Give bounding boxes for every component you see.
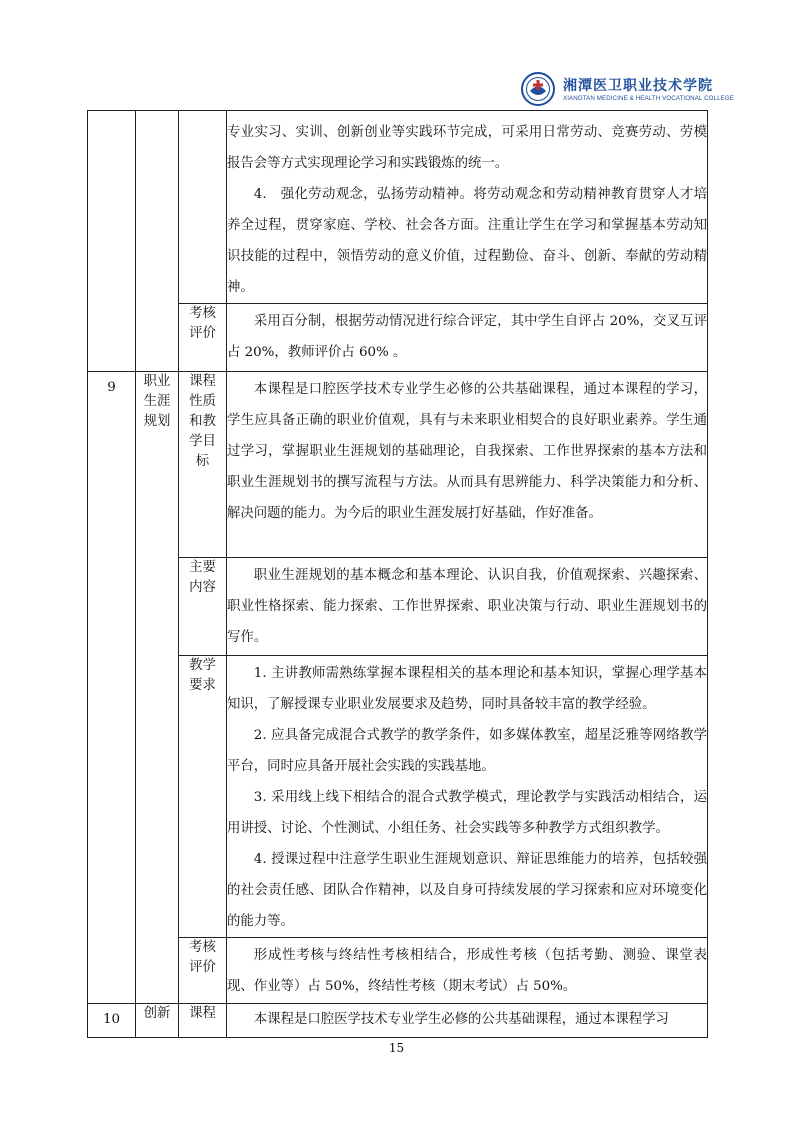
paragraph: 4. 强化劳动观念，弘扬劳动精神。将劳动观念和劳动精神教育贯穿人才培养全过程，贯穿家庭、学校、社会各方面。注重让学生在学习和掌握基本劳动知识技能的过程中，领悟劳动的意义价值，过程勤俭、奋斗、创新、奉献的劳动精神。 bbox=[227, 187, 707, 295]
section-label-cell bbox=[179, 372, 227, 558]
label-line: 学目 bbox=[189, 434, 216, 449]
section-content-cell bbox=[227, 1004, 708, 1038]
label-line: 教学 bbox=[189, 658, 216, 673]
school-logo bbox=[521, 72, 735, 108]
paragraph: 采用百分制，根据劳动情况进行综合评定，其中学生自评占 20%，交叉互评占 20%，教师评价占 60% 。 bbox=[227, 314, 707, 360]
section-content-cell bbox=[227, 304, 708, 372]
course-name-line: 创新 bbox=[143, 1006, 171, 1021]
label-line: 评价 bbox=[189, 960, 216, 975]
course-name-cell bbox=[136, 372, 179, 1004]
paragraph: 本课程是口腔医学技术专业学生必修的公共基础课程，通过本课程学习 bbox=[253, 1012, 669, 1027]
table-row bbox=[88, 1004, 708, 1038]
label-line: 要求 bbox=[189, 678, 216, 693]
label-line: 和教 bbox=[189, 414, 216, 429]
section-label-cell bbox=[179, 938, 227, 1004]
paragraph: 本课程是口腔医学技术专业学生必修的公共基础课程，通过本课程的学习，学生应具备正确的职业价值观，具有与未来职业相契合的良好职业素养。学生通过学习，掌握职业生涯规划的基础理论，自我探索、工作世界探索的基本方法和职业生涯规划书的撰写流程与方法。从而具有思辨能力、科学决策能力和分析、解决问题的能力。为今后的职业生涯发展打好基础，作好准备。 bbox=[227, 382, 707, 521]
table-row bbox=[88, 111, 708, 304]
course-name-cell bbox=[136, 1004, 179, 1038]
section-content-cell bbox=[227, 372, 708, 558]
section-content-cell bbox=[227, 558, 708, 656]
section-label-cell bbox=[179, 1004, 227, 1038]
paragraph: 形成性考核与终结性考核相结合，形成性考核（包括考勤、测验、课堂表现、作业等）占 50%，终结性考核（期末考试）占 50%。 bbox=[227, 948, 707, 994]
table-row bbox=[88, 656, 708, 938]
label-line: 考核 bbox=[189, 940, 216, 955]
label-line: 内容 bbox=[189, 580, 216, 595]
row-number-cell: 9 bbox=[88, 372, 136, 1004]
row-number-cell bbox=[88, 111, 136, 372]
section-content-cell bbox=[227, 938, 708, 1004]
label-line: 性质 bbox=[189, 394, 216, 409]
school-name-en: XIANGTAN MEDICINE & HEALTH VOCATIONAL COLLEGE bbox=[563, 95, 735, 102]
section-content-cell bbox=[227, 656, 708, 938]
table-row bbox=[88, 372, 708, 558]
label-line: 考核 bbox=[189, 306, 216, 321]
course-name-line: 职业 bbox=[143, 374, 171, 389]
table-row bbox=[88, 938, 708, 1004]
section-label-cell bbox=[179, 656, 227, 938]
section-label-cell bbox=[179, 558, 227, 656]
label-line: 课程 bbox=[189, 374, 216, 389]
label-line: 标 bbox=[195, 454, 210, 469]
section-label-cell bbox=[179, 111, 227, 304]
course-name-cell bbox=[136, 111, 179, 372]
paragraph: 2. 应具备完成混合式教学的教学条件，如多媒体教室，超星泛雅等网络教学平台，同时应具备开展社会实践的实践基地。 bbox=[227, 728, 707, 774]
course-name-line: 生涯 bbox=[143, 394, 171, 409]
section-label-cell bbox=[179, 304, 227, 372]
curriculum-table bbox=[87, 110, 708, 1038]
table-row bbox=[88, 558, 708, 656]
paragraph: 3. 采用线上线下相结合的混合式教学模式，理论教学与实践活动相结合，运用讲授、讨论、个性测试、小组任务、社会实践等多种教学方式组织教学。 bbox=[227, 790, 707, 836]
section-content-cell bbox=[227, 111, 708, 304]
school-emblem-icon bbox=[521, 72, 555, 106]
paragraph: 专业实习、实训、创新创业等实践环节完成，可采用日常劳动、竞赛劳动、劳模报告会等方式实现理论学习和实践锻炼的统一。 bbox=[227, 125, 707, 171]
label-line: 评价 bbox=[189, 326, 216, 341]
school-name-cn: 湘潭医卫职业技术学院 bbox=[563, 78, 713, 94]
label-line: 主要 bbox=[189, 560, 216, 575]
table-row bbox=[88, 304, 708, 372]
row-number-cell: 10 bbox=[88, 1004, 136, 1038]
page-number: 15 bbox=[388, 1041, 405, 1055]
paragraph: 1. 主讲教师需熟练掌握本课程相关的基本理论和基本知识，掌握心理学基本知识，了解授课专业职业发展要求及趋势，同时具备较丰富的教学经验。 bbox=[227, 666, 707, 712]
paragraph: 职业生涯规划的基本概念和基本理论、认识自我，价值观探索、兴趣探索、职业性格探索、能力探索、工作世界探索、职业决策与行动、职业生涯规划书的写作。 bbox=[227, 568, 707, 645]
course-name-line: 规划 bbox=[143, 414, 171, 429]
label-line: 课程 bbox=[189, 1006, 216, 1021]
paragraph: 4. 授课过程中注意学生职业生涯规划意识、辩证思维能力的培养，包括较强的社会责任感、团队合作精神，以及自身可持续发展的学习探索和应对环境变化的能力等。 bbox=[227, 852, 707, 929]
